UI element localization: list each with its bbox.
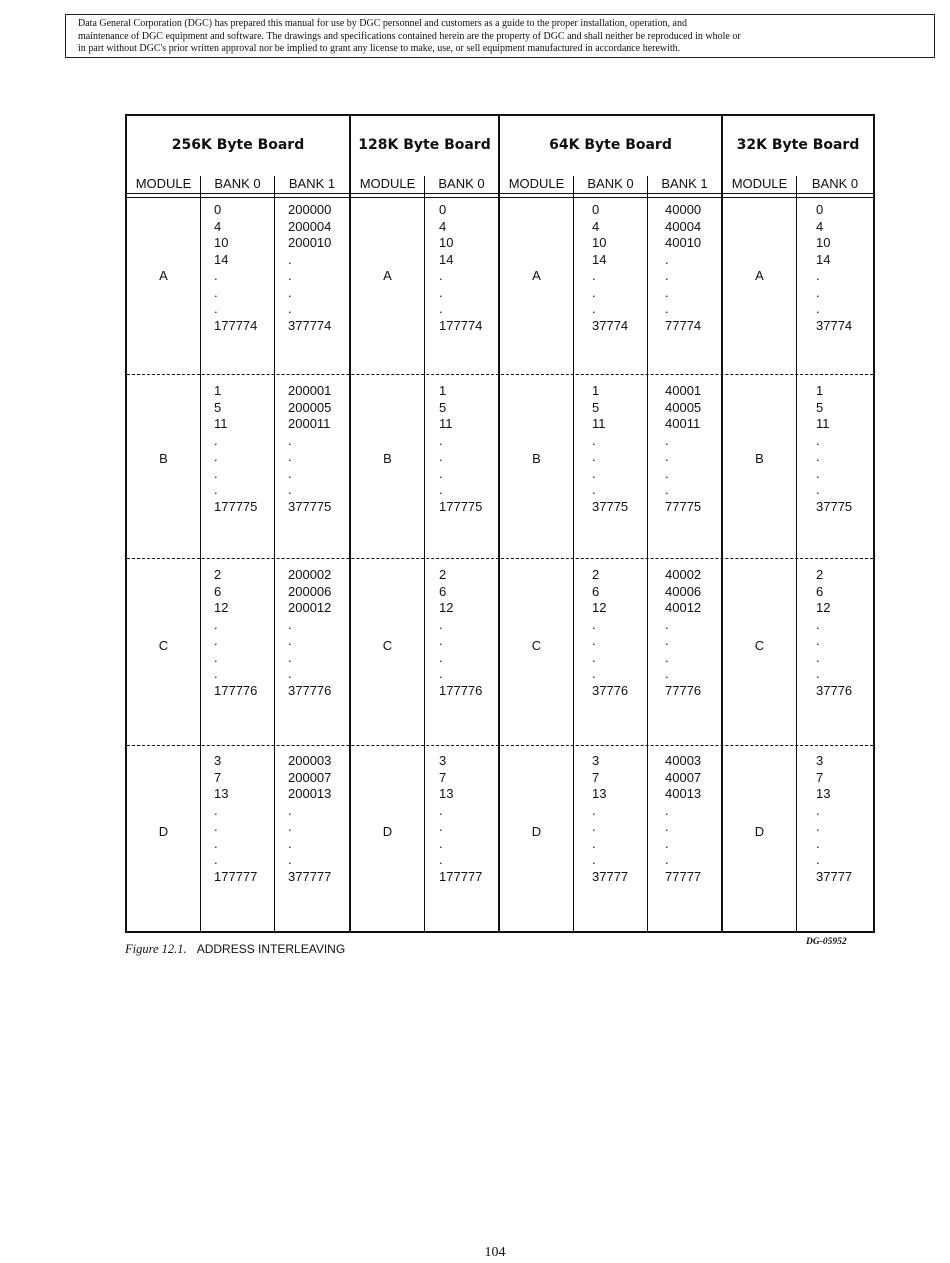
figure-title: ADDRESS INTERLEAVING — [196, 942, 346, 956]
column-divider — [200, 176, 201, 933]
col-header-bank1: BANK 1 — [288, 176, 336, 191]
header-rule — [127, 197, 873, 198]
column-divider — [274, 176, 275, 933]
col-header-module: MODULE — [135, 176, 192, 191]
cell-c-128k-bank0: 2 6 12 . . . . 177776 — [439, 567, 483, 698]
module-label-c: C — [382, 638, 393, 653]
cell-a-256k-bank1: 200000 200004 200010 . . . . 377774 — [288, 202, 332, 333]
cell-b-256k-bank0: 1 5 11 . . . . 177775 — [214, 383, 258, 514]
cell-b-256k-bank1: 200001 200005 200011 . . . . 377775 — [288, 383, 332, 514]
cell-c-64k-bank1: 40002 40006 40012 . . . . 77776 — [665, 567, 702, 698]
notice-line-1: Data General Corporation (DGC) has prepared this manual for use by DGC personnel and customers as a guide to the proper installation, operation, and — [78, 18, 687, 29]
cell-d-64k-bank1: 40003 40007 40013 . . . . 77777 — [665, 753, 702, 884]
module-label-a: A — [532, 268, 541, 283]
column-divider — [647, 176, 648, 933]
module-separator — [127, 745, 873, 746]
figure-caption — [125, 942, 345, 957]
board-divider — [721, 114, 723, 933]
cell-b-64k-bank1: 40001 40005 40011 . . . . 77775 — [665, 383, 702, 514]
column-divider — [796, 176, 797, 933]
cell-c-64k-bank0: 2 6 12 . . . . 37776 — [592, 567, 629, 698]
cell-b-64k-bank0: 1 5 11 . . . . 37775 — [592, 383, 629, 514]
cell-c-32k-bank0: 2 6 12 . . . . 37776 — [816, 567, 853, 698]
module-separator — [127, 558, 873, 559]
board-divider — [349, 114, 351, 933]
cell-d-32k-bank0: 3 7 13 . . . . 37777 — [816, 753, 853, 884]
module-label-a: A — [755, 268, 764, 283]
col-header-bank0: BANK 0 — [587, 176, 634, 191]
board-divider — [498, 114, 500, 933]
cell-d-64k-bank0: 3 7 13 . . . . 37777 — [592, 753, 629, 884]
cell-a-32k-bank0: 0 4 10 14 . . . 37774 — [816, 202, 853, 333]
col-header-bank1: BANK 1 — [661, 176, 708, 191]
cell-b-128k-bank0: 1 5 11 . . . . 177775 — [439, 383, 483, 514]
header-rule — [127, 193, 873, 194]
board-title-64k: 64K Byte Board — [549, 137, 672, 153]
col-header-bank0: BANK 0 — [438, 176, 485, 191]
page-number: 104 — [484, 1245, 506, 1260]
module-label-b: B — [383, 451, 392, 466]
notice-line-2: maintenance of DGC equipment and software. The drawings and specifications contained herein are the property of DGC and shall neither be reproduced in whole or — [78, 30, 741, 42]
cell-a-256k-bank0: 0 4 10 14 . . . 177774 — [214, 202, 258, 333]
cell-d-128k-bank0: 3 7 13 . . . . 177777 — [439, 753, 483, 884]
cell-d-256k-bank1: 200003 200007 200013 . . . . 377777 — [288, 753, 332, 884]
module-label-d: D — [382, 824, 393, 839]
module-label-b: B — [532, 451, 541, 466]
cell-b-32k-bank0: 1 5 11 . . . . 37775 — [816, 383, 853, 514]
module-label-a: A — [159, 268, 168, 283]
cell-a-64k-bank1: 40000 40004 40010 . . . . 77774 — [665, 202, 702, 333]
board-title-256k: 256K Byte Board — [171, 137, 305, 153]
module-label-b: B — [159, 451, 168, 466]
cell-d-256k-bank0: 3 7 13 . . . . 177777 — [214, 753, 258, 884]
col-header-bank0: BANK 0 — [811, 176, 859, 191]
cell-c-256k-bank1: 200002 200006 200012 . . . . 377776 — [288, 567, 332, 698]
copyright-notice — [65, 14, 935, 58]
cell-c-256k-bank0: 2 6 12 . . . . 177776 — [214, 567, 258, 698]
column-divider — [424, 176, 425, 933]
board-title-128k: 128K Byte Board — [358, 137, 491, 153]
col-header-module: MODULE — [359, 176, 416, 191]
figure-number: Figure 12.1. — [125, 942, 187, 956]
module-label-d: D — [158, 824, 169, 839]
column-divider — [573, 176, 574, 933]
module-label-d: D — [531, 824, 542, 839]
col-header-module: MODULE — [731, 176, 788, 191]
col-header-bank0: BANK 0 — [214, 176, 261, 191]
drawing-number: DG-05952 — [806, 937, 847, 947]
module-separator — [127, 374, 873, 375]
module-label-d: D — [754, 824, 765, 839]
board-title-32k: 32K Byte Board — [736, 137, 860, 153]
col-header-module: MODULE — [508, 176, 565, 191]
module-label-c: C — [531, 638, 542, 653]
notice-line-3: in part without DGC's prior written approval nor be implied to grant any license to make, use, or sell equipment manufactured in accordance herewith. — [78, 43, 681, 54]
cell-a-64k-bank0: 0 4 10 14 . . . 37774 — [592, 202, 629, 333]
module-label-c: C — [158, 638, 169, 653]
cell-a-128k-bank0: 0 4 10 14 . . . 177774 — [439, 202, 483, 333]
module-label-c: C — [754, 638, 765, 653]
module-label-a: A — [383, 268, 392, 283]
module-label-b: B — [755, 451, 764, 466]
